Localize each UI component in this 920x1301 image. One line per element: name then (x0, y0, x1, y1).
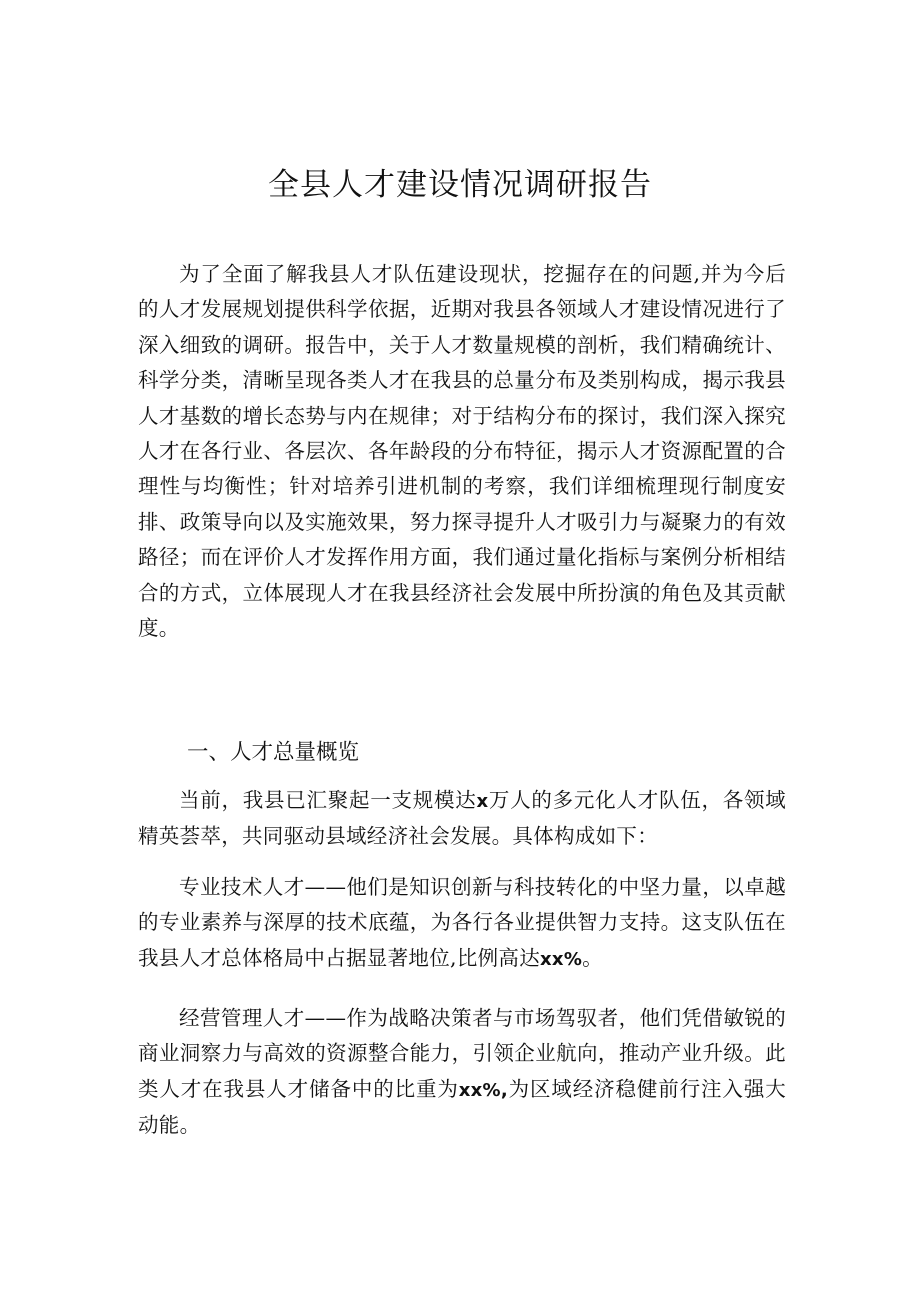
talent-total-value: x (476, 791, 489, 812)
document-title: 全县人才建设情况调研报告 (268, 167, 652, 203)
talent-total-text-b: 万人的多元化人才队伍，各领域精英荟萃，共同驱动县域经济社会发展。具体构成如下： (138, 788, 787, 849)
section-heading-talent-overview: 一、人才总量概览 (187, 740, 360, 765)
talent-total-text-a: 当前，我县已汇聚起一支规模达 (179, 788, 477, 812)
management-talent-ratio: xx%, (458, 1079, 509, 1101)
management-talent-text-b: 为区域经济稳健前行注入强大动能。 (138, 1076, 786, 1138)
talent-total-paragraph (138, 783, 786, 855)
management-talent-paragraph (138, 1001, 786, 1144)
professional-talent-text-a: 专业技术人才——他们是知识创新与科技转化的中坚力量，以卓越的专业素养与深厚的技术底蕴，为各行各业提供智力支持。这支队伍在我县人才总体格局中占据显著地位,比例高达 (138, 875, 786, 970)
intro-paragraph: 为了全面了解我县人才队伍建设现状，挖掘存在的问题,并为今后的人才发展规划提供科学依据，近期对我县各领域人才建设情况进行了深入细致的调研。报告中，关于人才数量规模的剖析，我们精确统计、科学分类，清晰呈现各类人才在我县的总量分布及类别构成，揭示我县人才基数的增长态势与内在规律；对于结构分布的探讨，我们深入探究人才在各行业、各层次、各年龄段的分布特征，揭示人才资源配置的合理性与均衡性；针对培养引进机制的考察，我们详细梳理现行制度安排、政策导向以及实施效果，努力探寻提升人才吸引力与凝聚力的有效路径；而在评价人才发挥作用方面，我们通过量化指标与案例分析相结合的方式，立体展现人才在我县经济社会发展中所扮演的角色及其贡献度。 (138, 262, 786, 641)
management-talent-text-a: 经营管理人才——作为战略决策者与市场驾驭者，他们凭借敏锐的商业洞察力与高效的资源整合能力，引领企业航向，推动产业升级。此类人才在我县人才储备中的比重为 (138, 1006, 786, 1101)
professional-talent-text-b: 。 (582, 945, 603, 970)
professional-talent-paragraph (138, 870, 786, 977)
professional-talent-ratio: xx% (540, 948, 583, 970)
